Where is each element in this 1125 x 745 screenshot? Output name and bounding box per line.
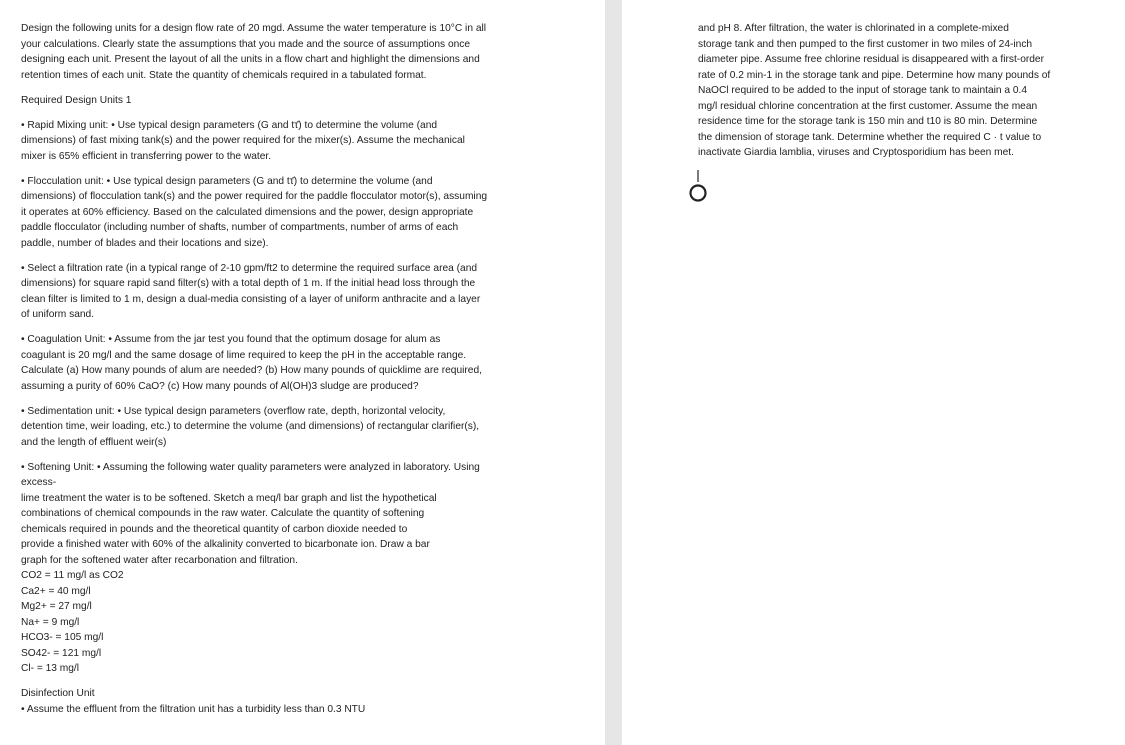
text-line: of uniform sand. xyxy=(21,309,95,320)
text-line: retention times of each unit. State the quantity of chemicals required in a tabulated format. xyxy=(21,69,427,81)
document-page-right[interactable] xyxy=(622,0,1125,745)
text-line: storage tank and then pumped to the first customer in two miles of 24-inch xyxy=(698,38,1033,50)
text-line: paddle flocculator (including number of shafts, number of compartments, number of arms of each xyxy=(21,222,459,233)
disinfection-heading: Disinfection Unit xyxy=(21,688,95,699)
text-line: • Flocculation unit: • Use typical design parameters (G and tτ̄) to determine the volume (and xyxy=(21,175,433,187)
text-line: residence time for the storage tank is 150 min and t10 is 80 min. Determine xyxy=(698,116,1038,127)
disinfection-continued-paragraph[interactable] xyxy=(698,21,1088,161)
text-line: chemicals required in pounds and the theoretical quantity of carbon dioxide needed to xyxy=(21,523,408,535)
text-line: diameter pipe. Assume free chlorine residual is disappeared with a first-order xyxy=(698,54,1044,65)
text-line: excess- xyxy=(21,477,57,488)
filtration-paragraph[interactable] xyxy=(21,261,536,323)
text-line: dimensions) of fast mixing tank(s) and the power required for the mixer(s). Assume the mechanical xyxy=(21,135,465,146)
text-line: paddle, number of blades and their locations and size). xyxy=(21,237,269,249)
text-line: • Softening Unit: • Assuming the following water quality parameters were analyzed in laboratory. Using xyxy=(21,461,480,473)
text-line: • Select a filtration rate (in a typical range of 2-10 gpm/ft2 to determine the required surface area (and xyxy=(21,262,478,274)
text-line: mg/l residual chlorine concentration at the first customer. Assume the mean xyxy=(698,100,1038,112)
text-line: Calculate (a) How many pounds of alum are needed? (b) How many pounds of quicklime are required, xyxy=(21,365,482,376)
rapid-mixing-paragraph[interactable] xyxy=(21,118,536,165)
text-line: • Rapid Mixing unit: • Use typical design parameters (G and tτ̄) to determine the volume (and xyxy=(21,119,438,131)
sedimentation-paragraph[interactable] xyxy=(21,404,536,451)
text-line: detention time, weir loading, etc.) to determine the volume (and dimensions) of rectangular clarifier(s), xyxy=(21,421,480,432)
text-line: designing each unit. Present the layout of all the units in a flow chart and highlight the dimensions and xyxy=(21,54,480,65)
coagulation-paragraph[interactable] xyxy=(21,332,536,394)
text-cursor-anchor-icon[interactable] xyxy=(688,168,708,208)
text-line: inactivate Giardia lamblia, viruses and Cryptosporidium has been met. xyxy=(698,147,1014,158)
required-units-heading: Required Design Units 1 xyxy=(21,94,132,106)
water-quality-list[interactable] xyxy=(21,568,536,677)
text-line: NaOCl required to be added to the input of storage tank to maintain a 0.4 xyxy=(698,85,1028,96)
page-left-body[interactable] xyxy=(21,21,536,717)
text-line: combinations of chemical compounds in the raw water. Calculate the quantity of softening xyxy=(21,508,425,519)
text-line: rate of 0.2 min-1 in the storage tank and pipe. Determine how many pounds of xyxy=(698,69,1051,81)
water-quality-item: CO2 = 11 mg/l as CO2 xyxy=(21,570,124,581)
water-quality-item: Ca2+ = 40 mg/l xyxy=(21,585,91,597)
text-line: coagulant is 20 mg/l and the same dosage of lime required to keep the pH in the acceptable range. xyxy=(21,349,467,361)
text-line: Design the following units for a design flow rate of 20 mgd. Assume the water temperature is 10°C in all xyxy=(21,23,487,34)
text-line: and the length of effluent weir(s) xyxy=(21,436,167,448)
text-line: mixer is 65% efficient in transferring power to the water. xyxy=(21,150,272,162)
flocculation-paragraph[interactable] xyxy=(21,174,536,252)
water-quality-item: SO42- = 121 mg/l xyxy=(21,647,102,659)
text-line: graph for the softened water after recarbonation and filtration. xyxy=(21,554,298,566)
text-line: provide a finished water with 60% of the alkalinity converted to bicarbonate ion. Draw a bar xyxy=(21,539,430,550)
text-line: • Coagulation Unit: • Assume from the jar test you found that the optimum dosage for alum as xyxy=(21,334,441,345)
water-quality-item: Na+ = 9 mg/l xyxy=(21,616,80,628)
water-quality-item: Mg2+ = 27 mg/l xyxy=(21,601,92,612)
text-line: assuming a purity of 60% CaO? (c) How many pounds of Al(OH)3 sludge are produced? xyxy=(21,380,419,392)
disinfection-section[interactable] xyxy=(21,686,536,717)
page-right-body[interactable] xyxy=(698,21,1088,170)
text-line: dimensions) of flocculation tank(s) and the power required for the paddle flocculator motor(s), assuming xyxy=(21,191,488,202)
text-line: and pH 8. After filtration, the water is chlorinated in a complete-mixed xyxy=(698,23,1009,34)
text-line: dimensions) for square rapid sand filter(s) with a total depth of 1 m. If the initial head loss through the xyxy=(21,278,476,289)
text-line: your calculations. Clearly state the assumptions that you made and the source of assumptions once xyxy=(21,38,471,50)
text-line: • Sedimentation unit: • Use typical design parameters (overflow rate, depth, horizontal velocity, xyxy=(21,405,446,417)
text-line: it operates at 60% efficiency. Based on the calculated dimensions and the power, design appropriate xyxy=(21,206,474,218)
softening-paragraph[interactable] xyxy=(21,460,536,569)
text-line: clean filter is limited to 1 m, design a dual-media consisting of a layer of uniform anthracite and a layer xyxy=(21,293,481,305)
text-line: the dimension of storage tank. Determine whether the required C · t value to xyxy=(698,131,1042,143)
text-line: • Assume the effluent from the filtration unit has a turbidity less than 0.3 NTU xyxy=(21,703,366,715)
water-quality-item: Cl- = 13 mg/l xyxy=(21,663,80,674)
intro-paragraph[interactable] xyxy=(21,21,536,83)
text-line: lime treatment the water is to be softened. Sketch a meq/l bar graph and list the hypothetical xyxy=(21,492,437,504)
water-quality-item: HCO3- = 105 mg/l xyxy=(21,632,104,643)
